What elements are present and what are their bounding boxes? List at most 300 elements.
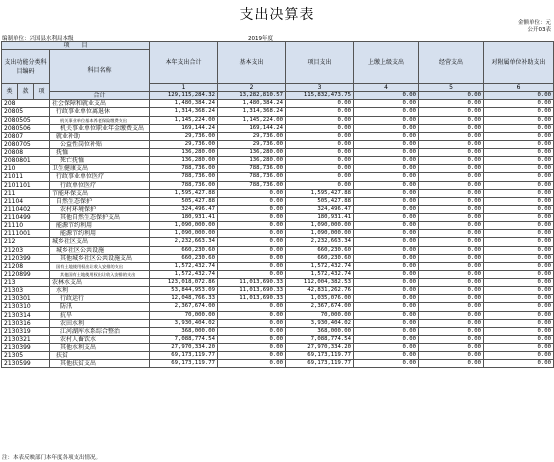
row-value-2: 788,736.00 <box>218 165 286 173</box>
row-value-4: 0.00 <box>354 262 419 270</box>
row-value-5: 0.00 <box>419 205 484 213</box>
row-value-3: 0.00 <box>286 157 354 165</box>
row-value-2: 0.00 <box>218 270 286 278</box>
row-value-2: 136,280.00 <box>218 149 286 157</box>
row-code: 2130319 <box>2 327 50 335</box>
row-value-5: 0.00 <box>419 262 484 270</box>
row-value-2: 169,144.24 <box>218 124 286 132</box>
row-value-2: 0.00 <box>218 205 286 213</box>
row-code: 21208 <box>2 262 50 270</box>
row-value-3: 1,572,432.74 <box>286 270 354 278</box>
row-value-2: 0.00 <box>218 254 286 262</box>
row-value-4: 0.00 <box>354 132 419 140</box>
row-value-3: 660,230.60 <box>286 246 354 254</box>
row-value-6: 0.00 <box>484 303 554 311</box>
row-value-4: 0.00 <box>354 230 419 238</box>
table-row <box>2 165 554 173</box>
row-name: 节能环保支出 <box>50 189 150 197</box>
row-value-6: 0.00 <box>484 344 554 352</box>
table-row <box>2 352 554 360</box>
row-value-6: 0.00 <box>484 214 554 222</box>
row-value-4: 0.00 <box>354 149 419 157</box>
row-value-4: 0.00 <box>354 108 419 116</box>
table-row <box>2 149 554 157</box>
row-value-3: 69,173,119.77 <box>286 360 354 368</box>
row-value-2: 0.00 <box>218 189 286 197</box>
row-value-3: 660,230.60 <box>286 254 354 262</box>
table-row <box>2 230 554 238</box>
row-value-1: 29,736.00 <box>150 132 218 140</box>
total-cell: 0.00 <box>419 92 484 100</box>
row-value-6: 0.00 <box>484 327 554 335</box>
row-value-3: 1,090,000.00 <box>286 222 354 230</box>
col-header-6: 对附属单位补助支出 <box>484 42 554 84</box>
row-value-3: 2,367,674.00 <box>286 303 354 311</box>
row-value-4: 0.00 <box>354 270 419 278</box>
row-name: 农田水利 <box>50 319 150 327</box>
row-value-6: 0.00 <box>484 149 554 157</box>
row-value-1: 1,572,432.74 <box>150 270 218 278</box>
table-body <box>2 100 554 368</box>
row-value-5: 0.00 <box>419 319 484 327</box>
row-value-2: 0.00 <box>218 238 286 246</box>
row-value-2: 0.00 <box>218 214 286 222</box>
row-value-6: 0.00 <box>484 222 554 230</box>
row-name: 城乡社区公共设施 <box>50 246 150 254</box>
row-name: 行政运行 <box>50 295 150 303</box>
row-value-2: 11,013,690.33 <box>218 287 286 295</box>
row-value-4: 0.00 <box>354 140 419 148</box>
row-value-6: 0.00 <box>484 360 554 368</box>
row-value-6: 0.00 <box>484 287 554 295</box>
col-num-3: 3 <box>286 84 354 92</box>
row-name: 其他城乡社区公共设施支出 <box>50 254 150 262</box>
row-value-5: 0.00 <box>419 279 484 287</box>
row-value-4: 0.00 <box>354 205 419 213</box>
unit-block <box>518 20 551 34</box>
row-name: 抗旱 <box>50 311 150 319</box>
row-code: 20807 <box>2 132 50 140</box>
row-name: 农村人畜饮水 <box>50 335 150 343</box>
row-name: 卫生健康支出 <box>50 165 150 173</box>
table-row <box>2 279 554 287</box>
row-value-3: 1,090,000.00 <box>286 230 354 238</box>
row-name: 机关事业单位基本养老保险缴费支出 <box>50 116 150 124</box>
lei-header: 类 <box>2 84 18 100</box>
row-code: 2120399 <box>2 254 50 262</box>
row-value-2: 788,736.00 <box>218 181 286 189</box>
row-name: 其他扶贫支出 <box>50 360 150 368</box>
row-value-3: 368,000.00 <box>286 327 354 335</box>
row-name: 死亡抚恤 <box>50 157 150 165</box>
table-row <box>2 254 554 262</box>
row-value-1: 1,145,224.00 <box>150 116 218 124</box>
total-cell: 13,282,810.57 <box>218 92 286 100</box>
row-value-6: 0.00 <box>484 165 554 173</box>
row-value-5: 0.00 <box>419 124 484 132</box>
total-cell: 129,115,284.32 <box>150 92 218 100</box>
row-value-3: 0.00 <box>286 132 354 140</box>
row-code: 21104 <box>2 197 50 205</box>
row-value-5: 0.00 <box>419 238 484 246</box>
form-number: 公开03表 <box>527 27 551 33</box>
row-value-1: 53,844,953.09 <box>150 287 218 295</box>
row-value-5: 0.00 <box>419 100 484 108</box>
name-col-header: 科目名称 <box>50 50 150 92</box>
col-num-4: 4 <box>354 84 419 92</box>
row-value-6: 0.00 <box>484 108 554 116</box>
row-value-3: 69,173,119.77 <box>286 352 354 360</box>
row-value-3: 180,931.41 <box>286 214 354 222</box>
row-value-4: 0.00 <box>354 295 419 303</box>
row-value-6: 0.00 <box>484 279 554 287</box>
row-code: 210 <box>2 165 50 173</box>
row-value-4: 0.00 <box>354 157 419 165</box>
row-value-2: 29,736.00 <box>218 140 286 148</box>
row-name: 公益性岗位补贴 <box>50 140 150 148</box>
table-row <box>2 303 554 311</box>
row-value-5: 0.00 <box>419 295 484 303</box>
row-code: 21110 <box>2 222 50 230</box>
table-row <box>2 222 554 230</box>
total-cell: 0.00 <box>484 92 554 100</box>
row-value-3: 324,496.47 <box>286 205 354 213</box>
row-value-6: 0.00 <box>484 189 554 197</box>
row-value-1: 2,232,663.34 <box>150 238 218 246</box>
row-name: 国有土地使用权出让收入安排的支出 <box>50 262 150 270</box>
col-num-5: 5 <box>419 84 484 92</box>
row-value-6: 0.00 <box>484 197 554 205</box>
row-value-1: 123,018,072.86 <box>150 279 218 287</box>
row-value-5: 0.00 <box>419 214 484 222</box>
row-name: 就业补助 <box>50 132 150 140</box>
row-value-1: 136,280.00 <box>150 157 218 165</box>
row-name: 能源节约利用 <box>50 230 150 238</box>
row-value-6: 0.00 <box>484 270 554 278</box>
row-value-6: 0.00 <box>484 132 554 140</box>
row-code: 2120899 <box>2 270 50 278</box>
row-code: 21011 <box>2 173 50 181</box>
row-name: 行政事业单位医疗 <box>50 173 150 181</box>
table-row <box>2 157 554 165</box>
code-col-header: 支出功能分类科目编码 <box>2 50 50 84</box>
row-value-1: 1,090,000.00 <box>150 222 218 230</box>
row-value-1: 1,480,384.24 <box>150 100 218 108</box>
row-name: 农村环境保护 <box>50 205 150 213</box>
col-header-2: 基本支出 <box>218 42 286 84</box>
row-value-6: 0.00 <box>484 319 554 327</box>
row-value-5: 0.00 <box>419 327 484 335</box>
row-value-1: 29,736.00 <box>150 140 218 148</box>
row-value-3: 3,930,404.02 <box>286 319 354 327</box>
row-value-2: 1,145,224.00 <box>218 116 286 124</box>
row-value-4: 0.00 <box>354 279 419 287</box>
row-value-1: 180,931.41 <box>150 214 218 222</box>
row-value-2: 11,013,690.33 <box>218 295 286 303</box>
row-value-3: 112,004,382.53 <box>286 279 354 287</box>
row-value-2: 1,314,368.24 <box>218 108 286 116</box>
row-name: 防汛 <box>50 303 150 311</box>
row-value-5: 0.00 <box>419 335 484 343</box>
row-value-2: 0.00 <box>218 230 286 238</box>
footnote: 注：本表反映部门本年度各项支出情况。 <box>2 455 102 461</box>
row-value-6: 0.00 <box>484 100 554 108</box>
row-value-4: 0.00 <box>354 303 419 311</box>
row-code: 2130321 <box>2 335 50 343</box>
row-value-1: 7,088,774.54 <box>150 335 218 343</box>
row-value-6: 0.00 <box>484 254 554 262</box>
row-value-2: 0.00 <box>218 360 286 368</box>
row-value-1: 1,090,000.00 <box>150 230 218 238</box>
row-value-4: 0.00 <box>354 181 419 189</box>
meta-line <box>2 34 552 41</box>
row-value-2: 0.00 <box>218 335 286 343</box>
kuan-header: 款 <box>18 84 34 100</box>
row-code: 21305 <box>2 352 50 360</box>
row-code: 21303 <box>2 287 50 295</box>
row-value-4: 0.00 <box>354 287 419 295</box>
row-value-6: 0.00 <box>484 311 554 319</box>
row-value-2: 0.00 <box>218 319 286 327</box>
row-name: 行政单位医疗 <box>50 181 150 189</box>
org-name: 编制单位：兴国县水利局本级 <box>2 36 74 42</box>
row-value-1: 3,930,404.02 <box>150 319 218 327</box>
row-value-4: 0.00 <box>354 222 419 230</box>
row-value-4: 0.00 <box>354 116 419 124</box>
row-code: 2130316 <box>2 319 50 327</box>
row-value-6: 0.00 <box>484 295 554 303</box>
row-value-4: 0.00 <box>354 352 419 360</box>
row-value-3: 0.00 <box>286 181 354 189</box>
xiang-header: 项 <box>34 84 50 100</box>
table-row <box>2 205 554 213</box>
row-value-2: 0.00 <box>218 246 286 254</box>
row-value-4: 0.00 <box>354 124 419 132</box>
row-name: 江河湖库水系综合整治 <box>50 327 150 335</box>
row-value-3: 1,572,432.74 <box>286 262 354 270</box>
row-value-4: 0.00 <box>354 344 419 352</box>
row-value-5: 0.00 <box>419 149 484 157</box>
total-cell: 115,832,473.75 <box>286 92 354 100</box>
row-code: 2111001 <box>2 230 50 238</box>
row-value-1: 788,736.00 <box>150 173 218 181</box>
row-value-1: 660,230.60 <box>150 254 218 262</box>
row-value-2: 0.00 <box>218 197 286 205</box>
row-value-6: 0.00 <box>484 230 554 238</box>
total-cell: 0.00 <box>354 92 419 100</box>
row-code: 2130301 <box>2 295 50 303</box>
row-value-1: 788,736.00 <box>150 165 218 173</box>
fiscal-year: 2019年度 <box>248 36 273 42</box>
row-value-1: 69,173,119.77 <box>150 352 218 360</box>
row-value-2: 0.00 <box>218 262 286 270</box>
row-name: 城乡社区支出 <box>50 238 150 246</box>
row-value-5: 0.00 <box>419 352 484 360</box>
row-value-3: 42,831,262.76 <box>286 287 354 295</box>
row-value-1: 12,048,766.33 <box>150 295 218 303</box>
col-header-1: 本年支出合计 <box>150 42 218 84</box>
row-value-1: 368,000.00 <box>150 327 218 335</box>
row-value-6: 0.00 <box>484 262 554 270</box>
row-value-5: 0.00 <box>419 116 484 124</box>
row-code: 2130599 <box>2 360 50 368</box>
row-value-5: 0.00 <box>419 165 484 173</box>
row-value-2: 0.00 <box>218 222 286 230</box>
table-row <box>2 100 554 108</box>
row-name: 水利 <box>50 287 150 295</box>
table-row <box>2 319 554 327</box>
row-value-3: 7,088,774.54 <box>286 335 354 343</box>
col-header-4: 上缴上级支出 <box>354 42 419 84</box>
row-value-1: 69,173,119.77 <box>150 360 218 368</box>
row-name: 社会保障和就业支出 <box>50 100 150 108</box>
row-code: 2080801 <box>2 157 50 165</box>
row-name: 其他自然生态保护支出 <box>50 214 150 222</box>
row-value-3: 0.00 <box>286 140 354 148</box>
row-value-1: 27,970,334.20 <box>150 344 218 352</box>
row-name: 其他国有土地使用权出让收入安排的支出 <box>50 270 150 278</box>
row-code: 208 <box>2 100 50 108</box>
col-num-6: 6 <box>484 84 554 92</box>
table-row <box>2 246 554 254</box>
page-title: 支出决算表 <box>239 7 315 23</box>
row-value-3: 0.00 <box>286 149 354 157</box>
row-value-6: 0.00 <box>484 181 554 189</box>
row-name: 机关事业单位职业年金缴费支出 <box>50 124 150 132</box>
row-value-1: 1,314,368.24 <box>150 108 218 116</box>
row-value-5: 0.00 <box>419 189 484 197</box>
row-value-4: 0.00 <box>354 246 419 254</box>
row-value-4: 0.00 <box>354 335 419 343</box>
row-value-4: 0.00 <box>354 360 419 368</box>
row-value-3: 1,595,427.88 <box>286 189 354 197</box>
table-row <box>2 214 554 222</box>
row-value-3: 2,232,663.34 <box>286 238 354 246</box>
row-name: 其他水利支出 <box>50 344 150 352</box>
col-header-5: 经营支出 <box>419 42 484 84</box>
row-value-1: 136,280.00 <box>150 149 218 157</box>
row-value-6: 0.00 <box>484 238 554 246</box>
row-value-4: 0.00 <box>354 254 419 262</box>
row-value-6: 0.00 <box>484 246 554 254</box>
row-value-1: 660,230.60 <box>150 246 218 254</box>
row-value-5: 0.00 <box>419 181 484 189</box>
table-row <box>2 270 554 278</box>
row-value-5: 0.00 <box>419 132 484 140</box>
row-value-4: 0.00 <box>354 197 419 205</box>
row-code: 2080506 <box>2 124 50 132</box>
table-row <box>2 181 554 189</box>
row-value-2: 0.00 <box>218 344 286 352</box>
row-name: 扶贫 <box>50 352 150 360</box>
row-value-1: 1,595,427.88 <box>150 189 218 197</box>
row-value-6: 0.00 <box>484 140 554 148</box>
row-code: 2101101 <box>2 181 50 189</box>
row-value-5: 0.00 <box>419 173 484 181</box>
table-row <box>2 197 554 205</box>
row-code: 2080705 <box>2 140 50 148</box>
table-row <box>2 238 554 246</box>
row-code: 2130314 <box>2 311 50 319</box>
row-code: 212 <box>2 238 50 246</box>
row-name: 能源节约利用 <box>50 222 150 230</box>
row-value-3: 0.00 <box>286 100 354 108</box>
row-value-1: 324,496.47 <box>150 205 218 213</box>
row-value-2: 1,480,384.24 <box>218 100 286 108</box>
row-value-4: 0.00 <box>354 319 419 327</box>
row-value-5: 0.00 <box>419 311 484 319</box>
row-value-6: 0.00 <box>484 116 554 124</box>
row-value-5: 0.00 <box>419 157 484 165</box>
row-name: 行政事业单位离退休 <box>50 108 150 116</box>
row-value-6: 0.00 <box>484 124 554 132</box>
row-value-2: 29,736.00 <box>218 132 286 140</box>
row-code: 211 <box>2 189 50 197</box>
row-value-3: 505,427.88 <box>286 197 354 205</box>
table-row <box>2 360 554 368</box>
table-row <box>2 344 554 352</box>
table-row <box>2 335 554 343</box>
row-value-5: 0.00 <box>419 140 484 148</box>
row-code: 20808 <box>2 149 50 157</box>
row-value-4: 0.00 <box>354 173 419 181</box>
col-header-3: 项目支出 <box>286 42 354 84</box>
total-label: 合计 <box>50 92 150 100</box>
row-name: 农林水支出 <box>50 279 150 287</box>
row-value-3: 27,970,334.20 <box>286 344 354 352</box>
row-value-2: 136,280.00 <box>218 157 286 165</box>
row-value-1: 169,144.24 <box>150 124 218 132</box>
row-value-5: 0.00 <box>419 254 484 262</box>
row-value-2: 0.00 <box>218 327 286 335</box>
row-value-2: 0.00 <box>218 352 286 360</box>
row-value-5: 0.00 <box>419 270 484 278</box>
row-code: 20805 <box>2 108 50 116</box>
table-row <box>2 262 554 270</box>
table-row <box>2 108 554 116</box>
row-value-1: 788,736.00 <box>150 181 218 189</box>
row-value-5: 0.00 <box>419 108 484 116</box>
row-value-3: 1,035,076.00 <box>286 295 354 303</box>
row-value-5: 0.00 <box>419 303 484 311</box>
row-value-1: 505,427.88 <box>150 197 218 205</box>
row-value-5: 0.00 <box>419 222 484 230</box>
table-row <box>2 287 554 295</box>
row-value-1: 70,000.00 <box>150 311 218 319</box>
row-value-1: 2,367,674.00 <box>150 303 218 311</box>
row-name: 自然生态保护 <box>50 197 150 205</box>
table-row <box>2 140 554 148</box>
row-value-4: 0.00 <box>354 238 419 246</box>
row-value-5: 0.00 <box>419 197 484 205</box>
amount-unit: 金额单位：元 <box>517 20 551 26</box>
table-row <box>2 189 554 197</box>
row-value-6: 0.00 <box>484 173 554 181</box>
row-value-3: 0.00 <box>286 165 354 173</box>
table-row <box>2 295 554 303</box>
table-row <box>2 124 554 132</box>
row-value-4: 0.00 <box>354 100 419 108</box>
row-value-1: 1,572,432.74 <box>150 262 218 270</box>
row-value-2: 11,013,690.33 <box>218 279 286 287</box>
table-row <box>2 116 554 124</box>
row-name: 抚恤 <box>50 149 150 157</box>
row-value-5: 0.00 <box>419 360 484 368</box>
row-value-3: 0.00 <box>286 173 354 181</box>
row-value-2: 0.00 <box>218 303 286 311</box>
row-value-5: 0.00 <box>419 287 484 295</box>
row-value-5: 0.00 <box>419 246 484 254</box>
